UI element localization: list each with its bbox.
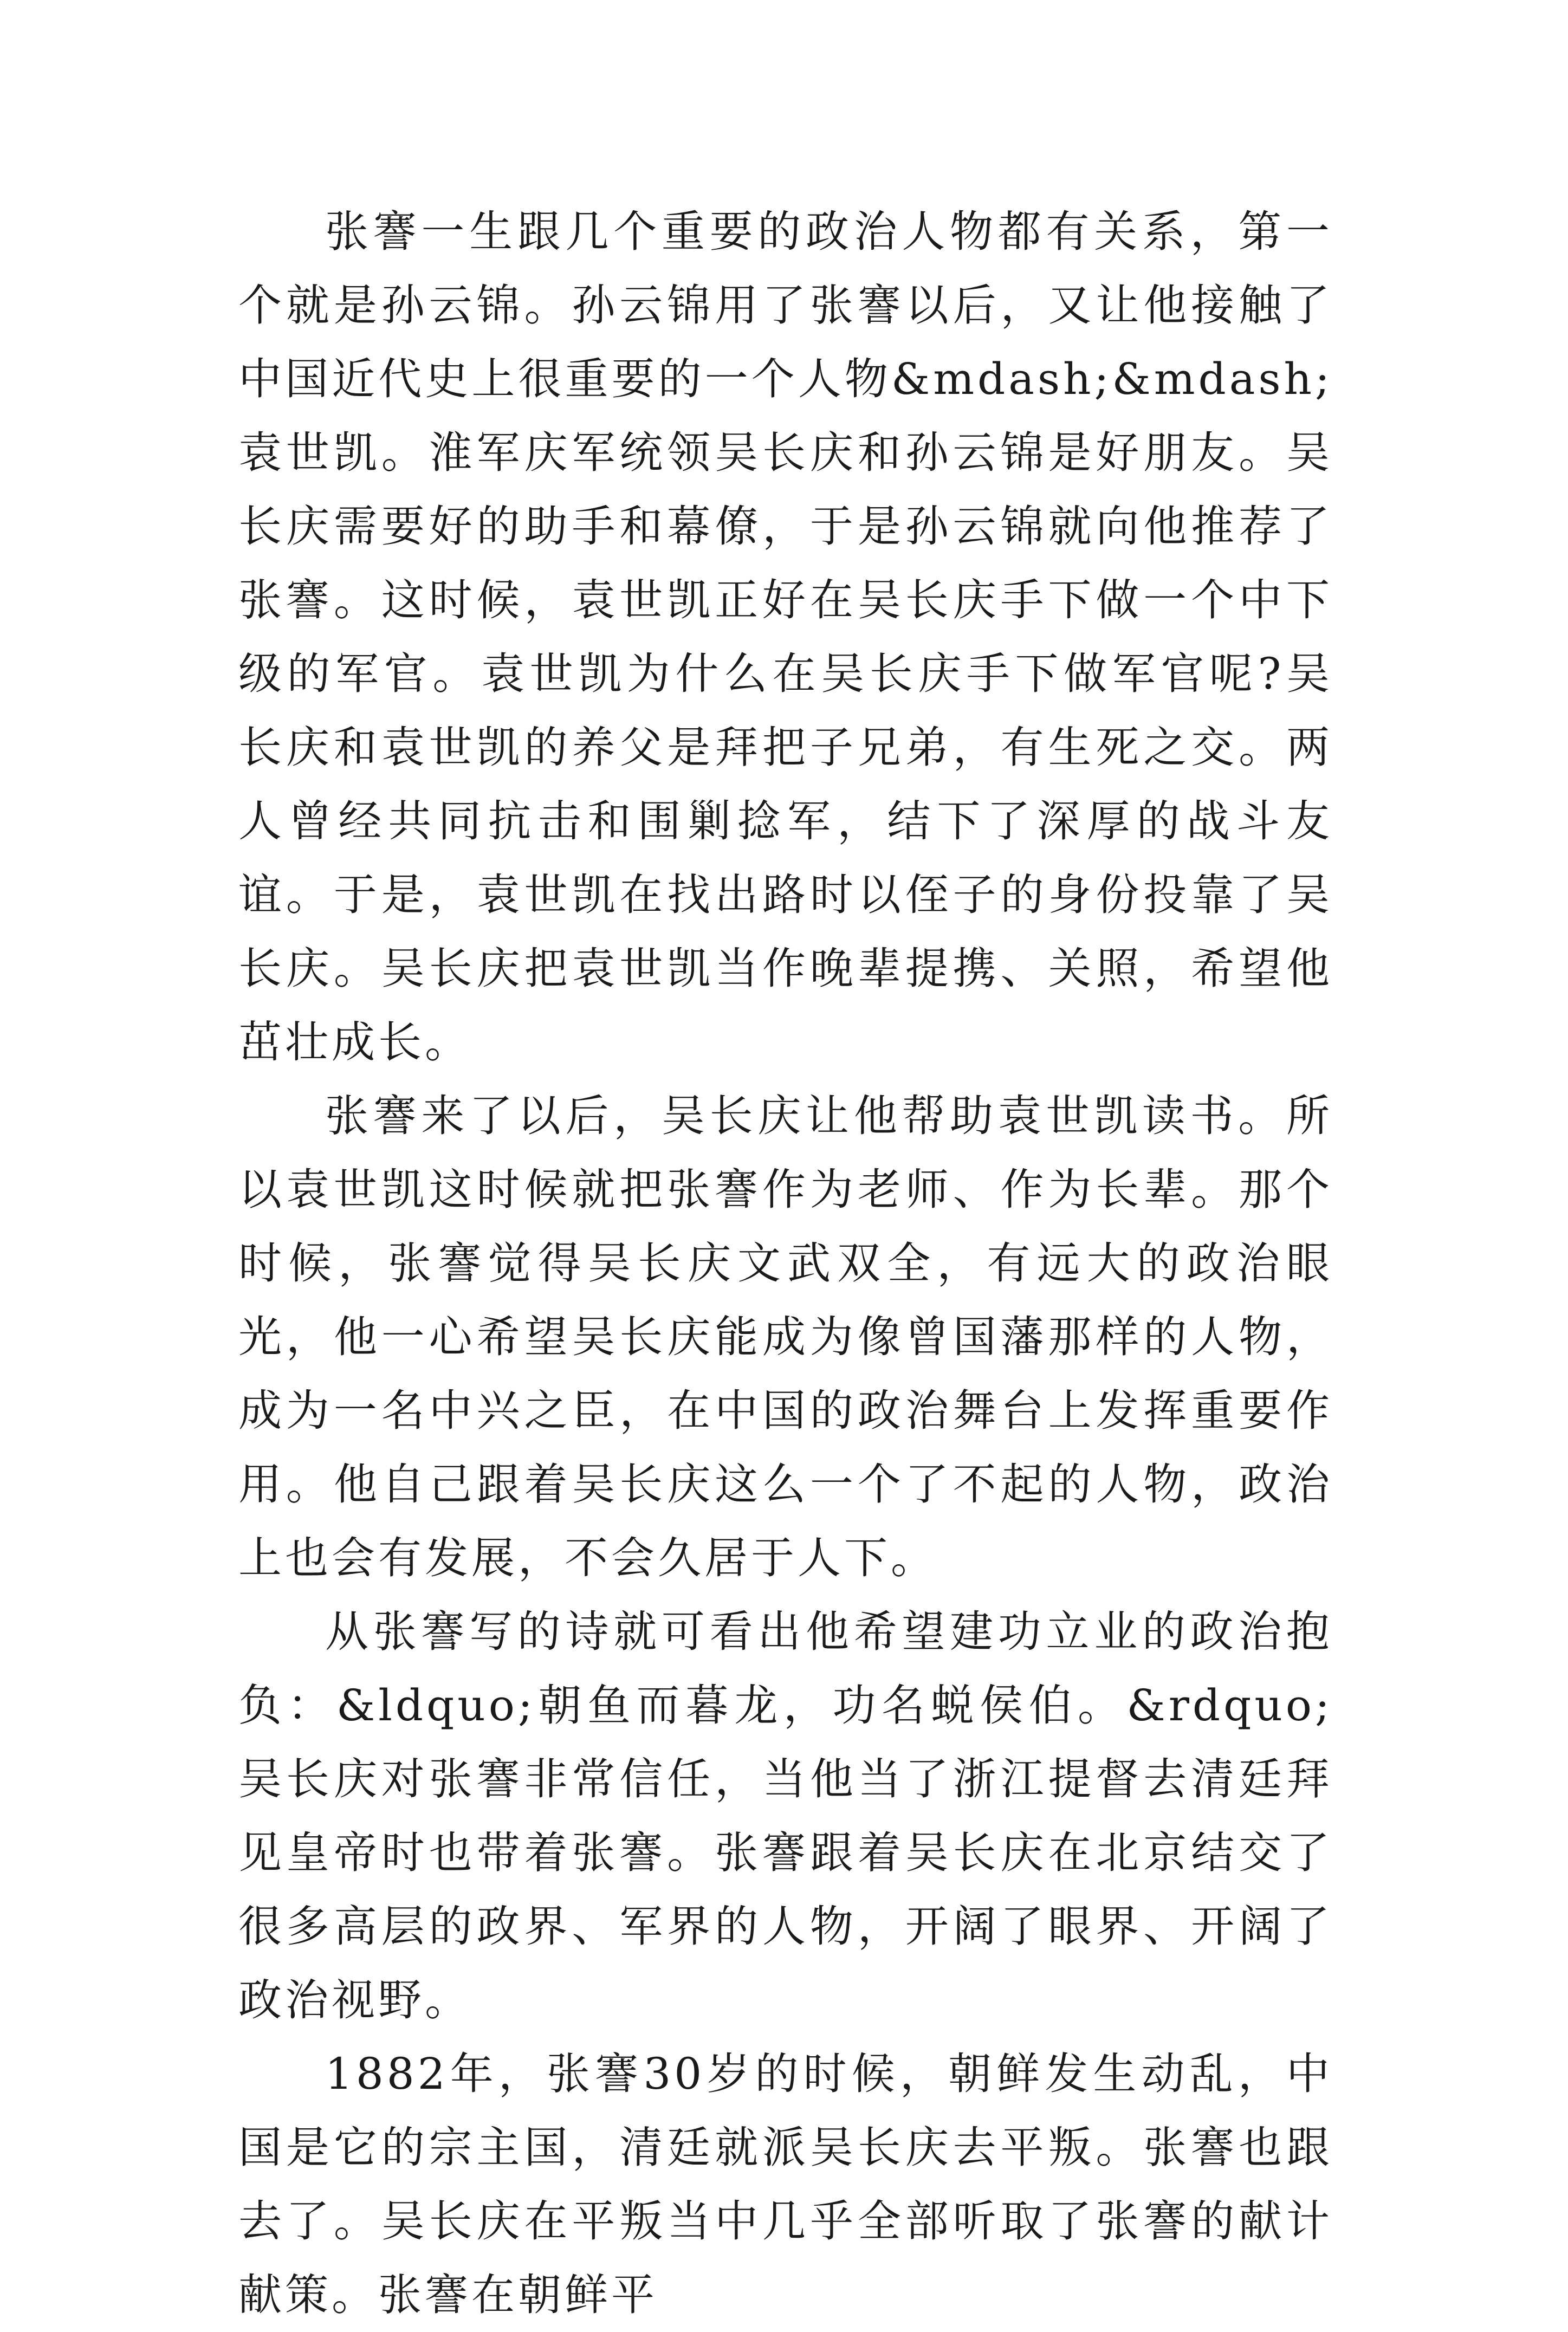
paragraph-3: 从张謇写的诗就可看出他希望建功立业的政治抱负：&ldquo;朝鱼而暮龙，功名蜕侯伯。&rdquo;吴长庆对张謇非常信任，当他当了浙江提督去清廷拜见皇帝时也带着张謇。张謇跟着吴长庆在北京结交了很多高层的政界、军界的人物，开阔了眼界、开阔了政治视野。	[238, 1607, 1333, 2025]
paragraph-4: 1882年，张謇30岁的时候，朝鲜发生动乱，中国是它的宗主国，清廷就派吴长庆去平叛。张謇也跟去了。吴长庆在平叛当中几乎全部听取了张謇的献计献策。张謇在朝鲜平	[238, 2049, 1333, 2320]
document-body	[238, 195, 1333, 2332]
paragraph-2: 张謇来了以后，吴长庆让他帮助袁世凯读书。所以袁世凯这时候就把张謇作为老师、作为长辈。那个时候，张謇觉得吴长庆文武双全，有远大的政治眼光，他一心希望吴长庆能成为像曾国藩那样的人物，成为一名中兴之臣，在中国的政治舞台上发挥重要作用。他自己跟着吴长庆这么一个了不起的人物，政治上也会有发展，不会久居于人下。	[238, 1091, 1333, 1583]
paragraph-1: 张謇一生跟几个重要的政治人物都有关系，第一个就是孙云锦。孙云锦用了张謇以后，又让他接触了中国近代史上很重要的一个人物&mdash;&mdash;袁世凯。淮军庆军统领吴长庆和孙云锦是好朋友。吴长庆需要好的助手和幕僚，于是孙云锦就向他推荐了张謇。这时候，袁世凯正好在吴长庆手下做一个中下级的军官。袁世凯为什么在吴长庆手下做军官呢?吴长庆和袁世凯的养父是拜把子兄弟，有生死之交。两人曾经共同抗击和围剿捻军，结下了深厚的战斗友谊。于是，袁世凯在找出路时以侄子的身份投靠了吴长庆。吴长庆把袁世凯当作晚辈提携、关照，希望他茁壮成长。	[238, 206, 1333, 1067]
